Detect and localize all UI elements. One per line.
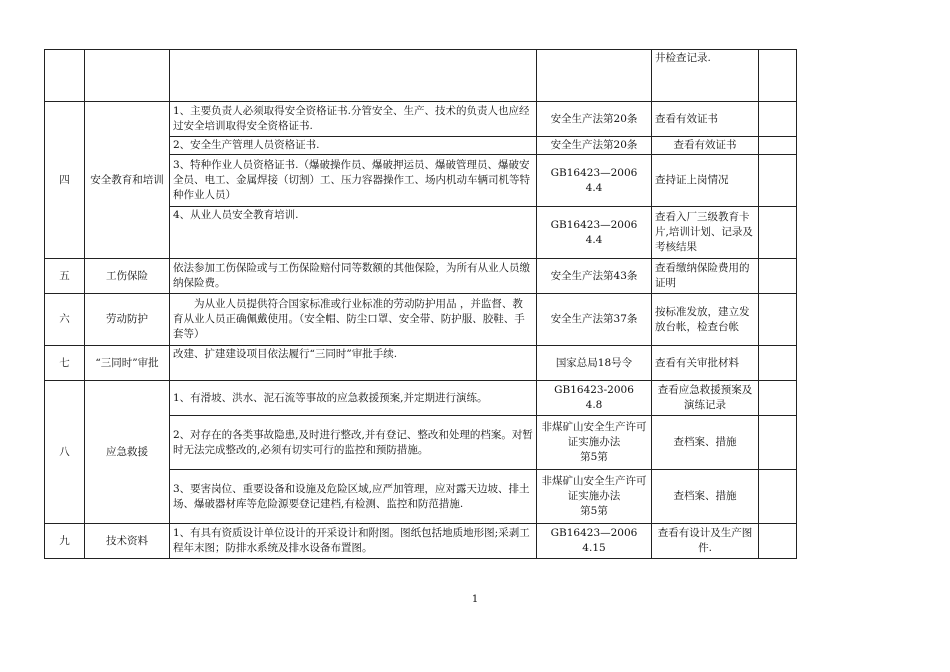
basis-cell: 安全生产法第20条 xyxy=(537,137,652,155)
table-row xyxy=(45,524,797,559)
requirement-cell: 3、要害岗位、重要设备和设施及危险区域,应严加管理，应对露天边坡、排土场、爆破器材库等危险源要登记建档,有检测、监控和防范措施. xyxy=(170,470,537,524)
remark-cell xyxy=(759,524,797,559)
requirement-cell: 为从业人员提供符合国家标准或行业标准的劳动防护用品 ，并监督、教育从业人员正确佩戴使用。（安全帽、防尘口罩、安全带、防护服、胶鞋、手套等） xyxy=(170,294,537,346)
remark-cell xyxy=(759,381,797,416)
item-name-cell: 劳动防护 xyxy=(85,294,170,346)
method-cell: 查看缴纳保险费用的证明 xyxy=(652,259,759,294)
method-cell: 查看有关审批材料 xyxy=(652,346,759,381)
requirement-cell: 2、对存在的各类事故隐患,及时进行整改,并有登记、整改和处理的档案。对暂时无法完成整改的,必须有切实可行的监控和预防措施。 xyxy=(170,416,537,470)
item-name-cell: 技术资料 xyxy=(85,524,170,559)
table-row xyxy=(45,259,797,294)
requirement-cell: 改建、扩建建设项目依法履行“三同时”审批手续. xyxy=(170,346,537,381)
table-row xyxy=(45,294,797,346)
table-row xyxy=(45,102,797,137)
basis-cell: 非煤矿山安全生产许可证实施办法 第5第 xyxy=(537,470,652,524)
basis-cell: GB16423-2006 4.8 xyxy=(537,381,652,416)
item-number-cell: 八 xyxy=(45,381,85,524)
item-name-cell: “三同时”审批 xyxy=(85,346,170,381)
table-row xyxy=(45,381,797,416)
remark-cell xyxy=(759,155,797,207)
table-row xyxy=(45,50,797,102)
basis-cell: 安全生产法第37条 xyxy=(537,294,652,346)
page-number: 1 xyxy=(471,594,479,605)
method-cell: 查档案、措施 xyxy=(652,470,759,524)
basis-cell: 安全生产法第20条 xyxy=(537,102,652,137)
remark-cell xyxy=(759,137,797,155)
item-name-cell xyxy=(85,50,170,102)
requirement-cell: 3、特种作业人员资格证书.（爆破操作员、爆破押运员、爆破管理员、爆破安全员、电工、金属焊接（切割）工、压力容器操作工、场内机动车辆司机等特种作业人员） xyxy=(170,155,537,207)
requirement-cell: 依法参加工伤保险或与工伤保险赔付同等数额的其他保险，为所有从业人员缴纳保险费。 xyxy=(170,259,537,294)
method-cell: 查看有设计及生产图件. xyxy=(652,524,759,559)
requirement-cell: 4、从业人员安全教育培训. xyxy=(170,207,537,259)
method-cell: 查看有效证书 xyxy=(652,137,759,155)
remark-cell xyxy=(759,416,797,470)
method-cell: 查档案、措施 xyxy=(652,416,759,470)
basis-cell: 国家总局18号令 xyxy=(537,346,652,381)
remark-cell xyxy=(759,294,797,346)
requirement-cell: 2、安全生产管理人员资格证书. xyxy=(170,137,537,155)
item-number-cell: 六 xyxy=(45,294,85,346)
requirement-cell: 1、有滑坡、洪水、泥石流等事故的应急救援预案,并定期进行演练。 xyxy=(170,381,537,416)
remark-cell xyxy=(759,207,797,259)
item-name-cell: 应急救援 xyxy=(85,381,170,524)
remark-cell xyxy=(759,259,797,294)
method-cell: 井检查记录. xyxy=(652,50,759,102)
remark-cell xyxy=(759,102,797,137)
method-cell: 查看应急救援预案及演练记录 xyxy=(652,381,759,416)
method-cell: 查持证上岗情况 xyxy=(652,155,759,207)
table-row xyxy=(45,346,797,381)
item-name-cell: 安全教育和培训 xyxy=(85,102,170,259)
basis-cell: 非煤矿山安全生产许可证实施办法 第5第 xyxy=(537,416,652,470)
item-number-cell: 九 xyxy=(45,524,85,559)
method-cell: 按标准发放，建立发放台帐，检查台帐 xyxy=(652,294,759,346)
basis-cell: GB16423—2006 4.4 xyxy=(537,155,652,207)
remark-cell xyxy=(759,50,797,102)
method-cell: 查看有效证书 xyxy=(652,102,759,137)
requirement-cell: 1、主要负责人必须取得安全资格证书.分管安全、生产、技术的负责人也应经过安全培训取得安全资格证书. xyxy=(170,102,537,137)
requirement-cell xyxy=(170,50,537,102)
basis-cell xyxy=(537,50,652,102)
method-cell: 查看入厂三级教育卡片,培训计划、记录及考核结果 xyxy=(652,207,759,259)
item-number-cell: 七 xyxy=(45,346,85,381)
item-name-cell: 工伤保险 xyxy=(85,259,170,294)
basis-cell: GB16423—2006 4.4 xyxy=(537,207,652,259)
inspection-table xyxy=(44,49,797,559)
item-number-cell: 五 xyxy=(45,259,85,294)
requirement-cell: 1、有具有资质设计单位设计的开采设计和附图。图纸包括地质地形图;采剥工程年末图；防排水系统及排水设备布置图。 xyxy=(170,524,537,559)
basis-cell: GB16423—2006 4.15 xyxy=(537,524,652,559)
remark-cell xyxy=(759,470,797,524)
item-number-cell xyxy=(45,50,85,102)
item-number-cell: 四 xyxy=(45,102,85,259)
basis-cell: 安全生产法第43条 xyxy=(537,259,652,294)
remark-cell xyxy=(759,346,797,381)
